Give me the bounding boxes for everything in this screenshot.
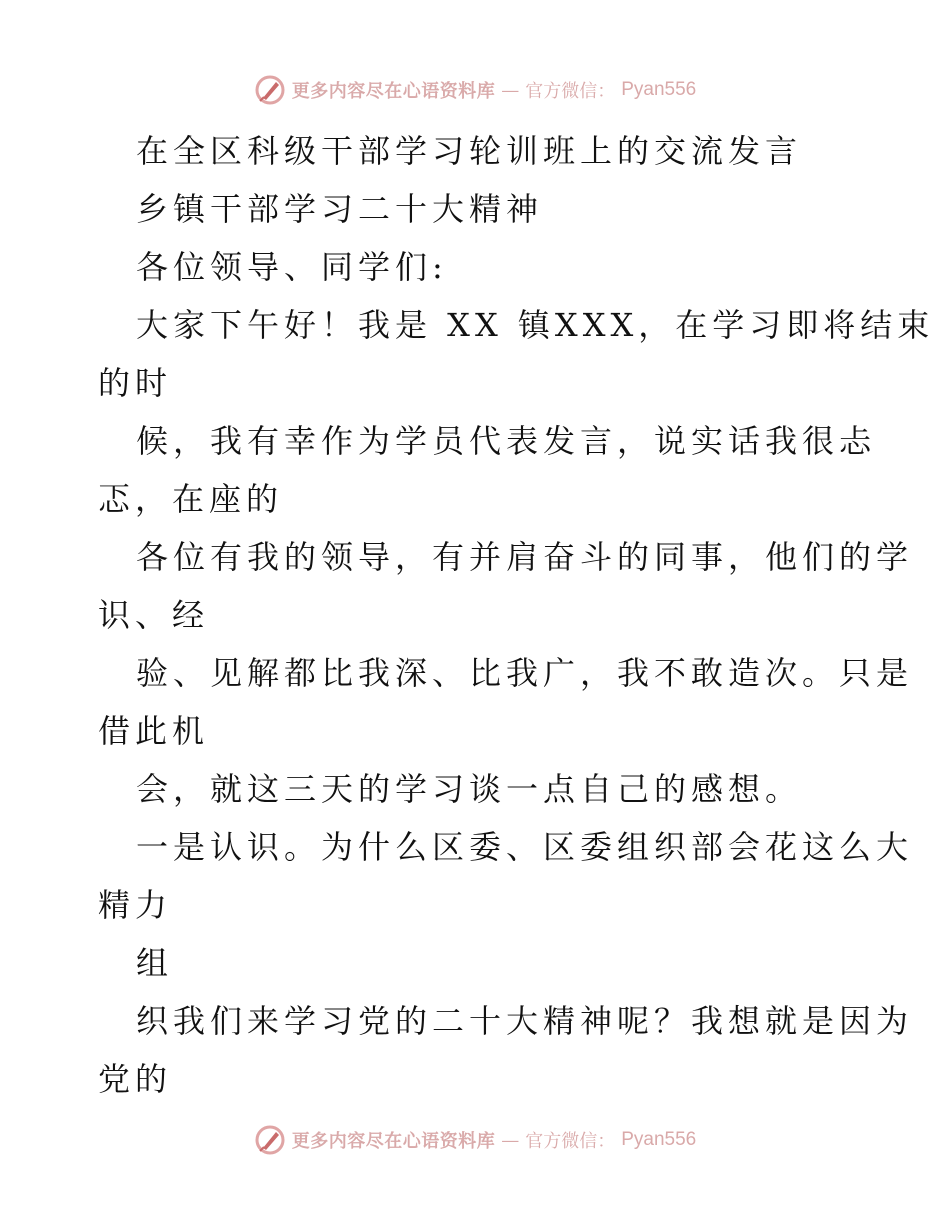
watermark-id: Pyan556 [621,79,697,100]
watermark-label: 官方微信： [525,1131,616,1152]
quill-logo-icon [254,74,286,106]
doc-line: 一是认识。为什么区委、区委组织部会花这么大 [136,828,914,866]
doc-line: 大家下午好！我是 XX 镇XXX，在学习即将结束 [136,306,935,344]
doc-line: 识、经 [98,596,210,634]
doc-line: 会，就这三天的学习谈一点自己的感想。 [136,770,803,808]
watermark-label: 官方微信： [525,81,616,102]
watermark-separator: — [501,1129,520,1151]
doc-line: 各位有我的领导，有并肩奋斗的同事，他们的学 [136,538,914,576]
doc-line: 组 [136,944,174,982]
watermark-text: 更多内容尽在心语资料库 [291,81,496,102]
watermark-separator: — [501,79,520,101]
doc-title: 在全区科级干部学习轮训班上的交流发言 [136,132,803,170]
doc-line: 织我们来学习党的二十大精神呢？我想就是因为 [136,1002,914,1040]
doc-line: 验、见解都比我深、比我广，我不敢造次。只是 [136,654,914,692]
document-body [98,122,935,1108]
doc-line: 党的 [98,1060,173,1098]
header-watermark [0,70,950,110]
doc-line: 借此机 [98,712,210,750]
watermark-text: 更多内容尽在心语资料库 [291,1131,496,1152]
doc-line: 的时 [98,364,173,402]
watermark-id: Pyan556 [621,1129,697,1150]
doc-line: 候，我有幸作为学员代表发言，说实话我很忐 [136,422,877,460]
doc-subtitle: 乡镇干部学习二十大精神 [136,190,544,228]
doc-line: 精力 [98,886,173,924]
footer-watermark [0,1120,950,1160]
doc-line: 忑，在座的 [98,480,284,518]
quill-logo-icon [254,1124,286,1156]
doc-greeting: 各位领导、同学们: [136,248,448,286]
